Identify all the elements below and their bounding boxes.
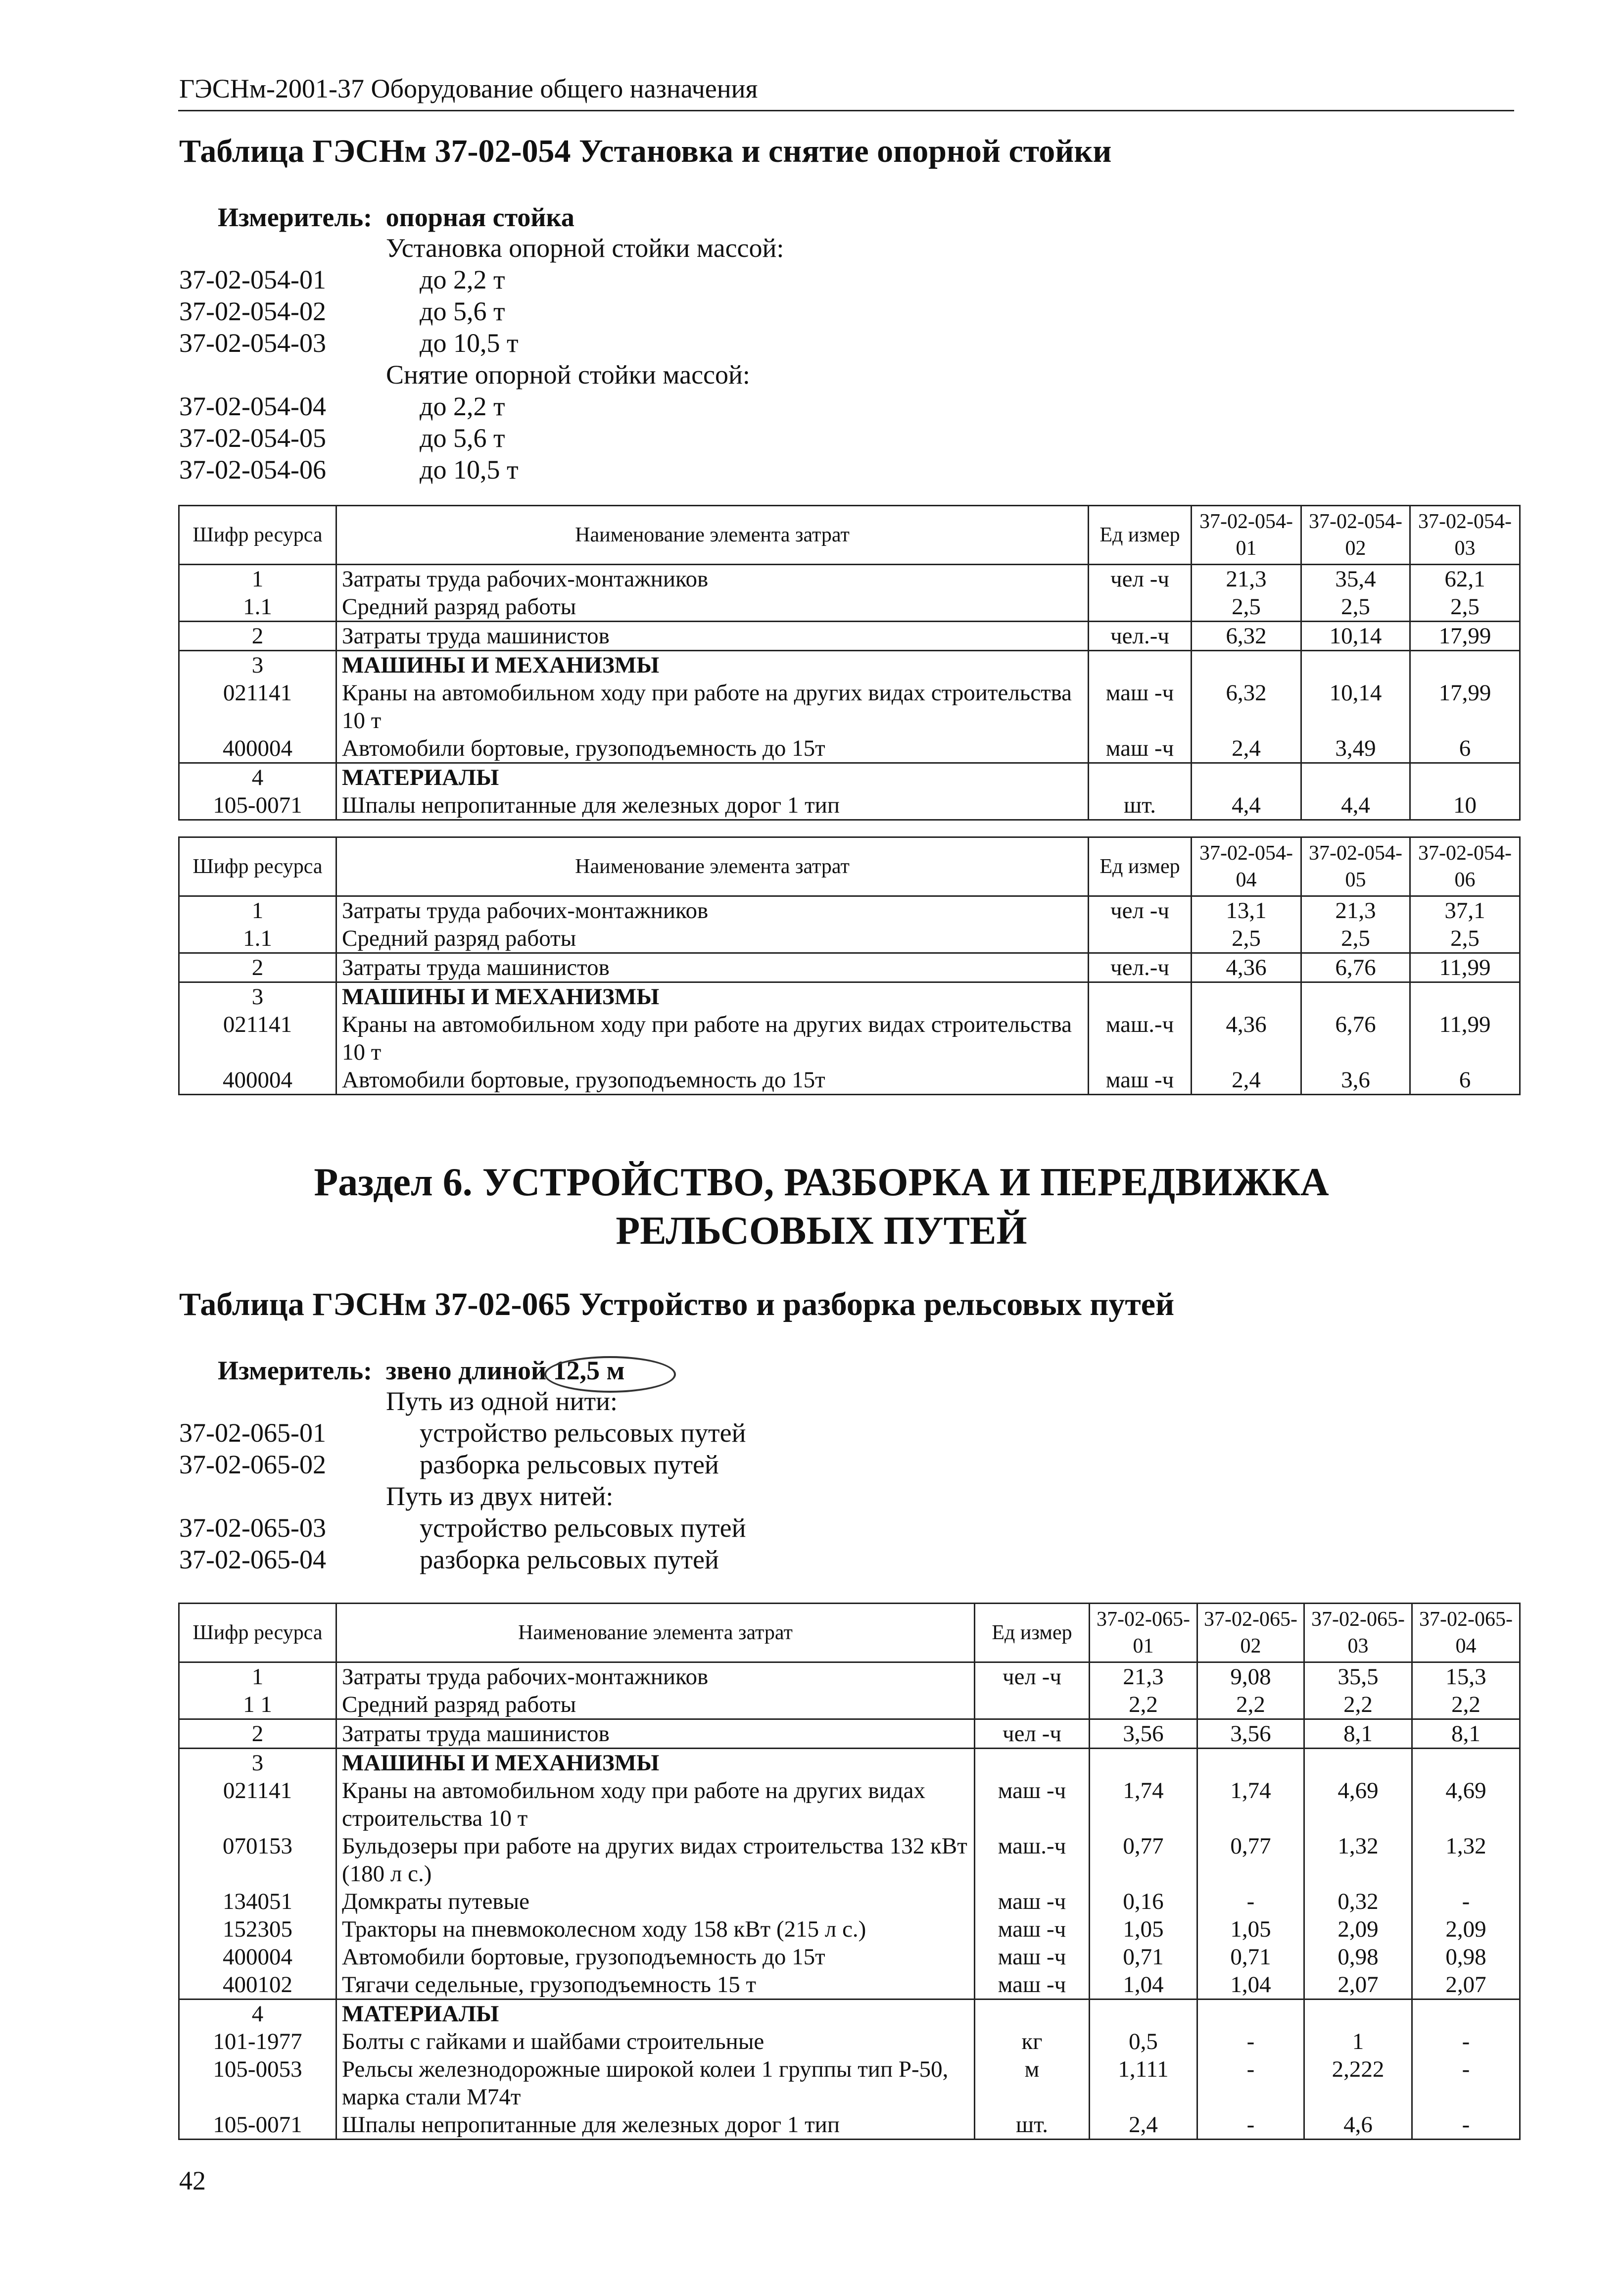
cell-value: 6,76 <box>1301 1011 1410 1066</box>
cell-value: 2,2 <box>1412 1691 1520 1719</box>
cell-value: 10,14 <box>1301 679 1410 734</box>
table-row <box>179 622 1520 651</box>
cell-value: 11,99 <box>1410 953 1520 982</box>
table2-meter-value: звено длиной 12,5 м <box>385 1356 625 1385</box>
header-code: Шифр ресурса <box>179 506 336 565</box>
list-item-code: 37-02-065-02 <box>179 1450 326 1479</box>
cell-value: - <box>1412 1888 1520 1915</box>
table-row <box>179 791 1520 820</box>
cell-value: - <box>1197 1888 1304 1915</box>
cell-value: 1 <box>1304 2028 1412 2055</box>
cell-value: 1,04 <box>1090 1971 1197 1999</box>
header-col: 37-02-065-01 <box>1090 1604 1197 1662</box>
cell-code: 152305 <box>179 1915 336 1943</box>
cell-value: 11,99 <box>1410 1011 1520 1066</box>
cell-name: МАТЕРИАЛЫ <box>336 763 1089 792</box>
table-row <box>179 1662 1520 1691</box>
cell-value: - <box>1412 2055 1520 2111</box>
cell-unit: чел -ч <box>975 1662 1090 1691</box>
table-row <box>179 2055 1520 2111</box>
cell-value <box>1192 982 1301 1011</box>
cell-name: Средний разряд работы <box>336 1691 975 1719</box>
cell-value <box>1090 1999 1197 2028</box>
table-row <box>179 1777 1520 1832</box>
list-group-heading: Путь из двух нитей: <box>386 1481 614 1511</box>
cell-value: 13,1 <box>1192 896 1301 925</box>
cell-name: Краны на автомобильном ходу при работе на других видах строительства 10 т <box>336 1777 975 1832</box>
table-row <box>179 1971 1520 1999</box>
list-item-text: до 5,6 т <box>420 423 505 453</box>
cell-code: 2 <box>179 953 336 982</box>
list-item-code: 37-02-065-03 <box>179 1513 326 1543</box>
header-col: 37-02-065-02 <box>1197 1604 1304 1662</box>
cell-value: 21,3 <box>1090 1662 1197 1691</box>
cell-code: 021141 <box>179 1011 336 1066</box>
header-name: Наименование элемента затрат <box>336 1604 975 1662</box>
cell-value: 2,07 <box>1304 1971 1412 1999</box>
header-unit: Ед измер <box>1089 837 1192 896</box>
cell-value: 1,32 <box>1412 1832 1520 1888</box>
header-unit: Ед измер <box>1089 506 1192 565</box>
list-item-code: 37-02-065-01 <box>179 1418 326 1448</box>
cell-value: 0,71 <box>1197 1943 1304 1971</box>
cell-unit: кг <box>975 2028 1090 2055</box>
cell-code: 400004 <box>179 734 336 763</box>
cell-value: 3,6 <box>1301 1066 1410 1095</box>
cell-name: Болты с гайками и шайбами строительные <box>336 2028 975 2055</box>
cell-name: Автомобили бортовые, грузоподъемность до 15т <box>336 734 1089 763</box>
cell-value: 2,4 <box>1090 2111 1197 2140</box>
cell-unit: маш -ч <box>975 1888 1090 1915</box>
cell-unit <box>1089 593 1192 622</box>
cell-name: Автомобили бортовые, грузоподъемность до 15т <box>336 1943 975 1971</box>
cell-code: 101-1977 <box>179 2028 336 2055</box>
cell-value: 21,3 <box>1192 565 1301 593</box>
cell-unit <box>975 1691 1090 1719</box>
cell-name: Бульдозеры при работе на других видах строительства 132 кВт (180 л с.) <box>336 1832 975 1888</box>
cell-code: 021141 <box>179 1777 336 1832</box>
table-row <box>179 565 1520 593</box>
cell-value: 35,4 <box>1301 565 1410 593</box>
table-row <box>179 1691 1520 1719</box>
cell-unit: маш.-ч <box>1089 1011 1192 1066</box>
cell-value: 10,14 <box>1301 622 1410 651</box>
cell-value: 6,32 <box>1192 679 1301 734</box>
cell-value: - <box>1412 2028 1520 2055</box>
list-item-code: 37-02-054-06 <box>179 455 326 485</box>
cell-code: 105-0071 <box>179 791 336 820</box>
cell-value: - <box>1412 2111 1520 2140</box>
table-row <box>179 1999 1520 2028</box>
cell-value: 2,5 <box>1410 593 1520 622</box>
cell-name: Затраты труда машинистов <box>336 622 1089 651</box>
cell-value <box>1301 763 1410 792</box>
cell-value: 4,69 <box>1412 1777 1520 1832</box>
cell-value: 17,99 <box>1410 622 1520 651</box>
cell-name: МАШИНЫ И МЕХАНИЗМЫ <box>336 1749 975 1777</box>
list-item-text: до 2,2 т <box>420 391 505 421</box>
table-row <box>179 1915 1520 1943</box>
table-row <box>179 1888 1520 1915</box>
cell-code: 134051 <box>179 1888 336 1915</box>
cell-name: Затраты труда машинистов <box>336 1719 975 1749</box>
cell-code: 021141 <box>179 679 336 734</box>
cell-value <box>1197 1999 1304 2028</box>
header-col: 37-02-054-04 <box>1192 837 1301 896</box>
cell-value: 0,98 <box>1304 1943 1412 1971</box>
cell-name: Затраты труда рабочих-монтажников <box>336 896 1089 925</box>
header-name: Наименование элемента затрат <box>336 837 1089 896</box>
cell-value <box>1412 1999 1520 2028</box>
cell-unit <box>1089 651 1192 680</box>
section-title: Раздел 6. УСТРОЙСТВО, РАЗБОРКА И ПЕРЕДВИЖКА РЕЛЬСОВЫХ ПУТЕЙ <box>314 1161 1329 1253</box>
cell-name: Краны на автомобильном ходу при работе на других видах строительства 10 т <box>336 679 1089 734</box>
cell-value: 2,2 <box>1090 1691 1197 1719</box>
cell-value: 2,4 <box>1192 1066 1301 1095</box>
cell-name: МАШИНЫ И МЕХАНИЗМЫ <box>336 982 1089 1011</box>
cell-value: 2,5 <box>1301 593 1410 622</box>
table-row <box>179 1832 1520 1888</box>
cell-unit: чел -ч <box>1089 896 1192 925</box>
table-row <box>179 982 1520 1011</box>
cell-value: 9,08 <box>1197 1662 1304 1691</box>
cell-value: 62,1 <box>1410 565 1520 593</box>
cell-value: 1,05 <box>1197 1915 1304 1943</box>
table-row <box>179 1066 1520 1095</box>
list-item-code: 37-02-054-05 <box>179 423 326 453</box>
cell-code: 400102 <box>179 1971 336 1999</box>
cell-unit: маш -ч <box>1089 679 1192 734</box>
cell-value: 4,36 <box>1192 1011 1301 1066</box>
cell-unit: шт. <box>1089 791 1192 820</box>
header-unit: Ед измер <box>975 1604 1090 1662</box>
list-item-text: до 10,5 т <box>420 328 519 358</box>
cell-value <box>1192 763 1301 792</box>
cell-unit: чел -ч <box>1089 565 1192 593</box>
table1-meter-label: Измеритель: <box>218 202 373 232</box>
list-group-heading: Путь из одной нити: <box>386 1386 618 1416</box>
cell-value: 1,111 <box>1090 2055 1197 2111</box>
header-col: 37-02-054-02 <box>1301 506 1410 565</box>
cell-code: 1 <box>179 565 336 593</box>
list-item-text: разборка рельсовых путей <box>420 1450 719 1479</box>
cell-value: 4,69 <box>1304 1777 1412 1832</box>
cell-value: 3,49 <box>1301 734 1410 763</box>
cell-value: 15,3 <box>1412 1662 1520 1691</box>
table1-title: Таблица ГЭСНм 37-02-054 Установка и снятие опорной стойки <box>179 133 1112 169</box>
cell-value <box>1301 982 1410 1011</box>
cell-value <box>1412 1749 1520 1777</box>
cell-code: 1 <box>179 1662 336 1691</box>
cell-value: 2,222 <box>1304 2055 1412 2111</box>
cell-value: - <box>1197 2055 1304 2111</box>
cell-name: Тракторы на пневмоколесном ходу 158 кВт (215 л с.) <box>336 1915 975 1943</box>
cell-value: 4,4 <box>1301 791 1410 820</box>
cell-name: Краны на автомобильном ходу при работе на других видах строительства 10 т <box>336 1011 1089 1066</box>
cell-value <box>1410 982 1520 1011</box>
cell-value: 2,5 <box>1410 925 1520 953</box>
cell-name: Тягачи седельные, грузоподъемность 15 т <box>336 1971 975 1999</box>
cell-unit <box>1089 982 1192 1011</box>
cell-value: 1,04 <box>1197 1971 1304 1999</box>
table-row <box>179 593 1520 622</box>
cell-name: Средний разряд работы <box>336 925 1089 953</box>
table2-grid <box>178 1603 1521 2140</box>
cell-unit: маш -ч <box>975 1971 1090 1999</box>
cell-unit <box>1089 763 1192 792</box>
cell-name: Рельсы железнодорожные широкой колеи 1 группы тип Р-50, марка стали М74т <box>336 2055 975 2111</box>
cell-code: 105-0053 <box>179 2055 336 2111</box>
table1-part2 <box>178 836 1521 1095</box>
header-col: 37-02-065-03 <box>1304 1604 1412 1662</box>
cell-name: Шпалы непропитанные для железных дорог 1 тип <box>336 2111 975 2140</box>
cell-unit <box>975 1999 1090 2028</box>
table-row <box>179 1943 1520 1971</box>
list-item-text: до 2,2 т <box>420 265 505 294</box>
cell-value <box>1410 651 1520 680</box>
list-item-code: 37-02-054-02 <box>179 296 326 326</box>
cell-unit: чел.-ч <box>1089 622 1192 651</box>
cell-value: 6 <box>1410 734 1520 763</box>
cell-value: 0,5 <box>1090 2028 1197 2055</box>
cell-value: 2,2 <box>1197 1691 1304 1719</box>
cell-code: 3 <box>179 1749 336 1777</box>
cell-unit: чел -ч <box>975 1719 1090 1749</box>
cell-value: 8,1 <box>1304 1719 1412 1749</box>
list-item-text: до 10,5 т <box>420 455 519 485</box>
table-row <box>179 925 1520 953</box>
cell-value <box>1410 763 1520 792</box>
cell-value: 2,2 <box>1304 1691 1412 1719</box>
table2-title: Таблица ГЭСНм 37-02-065 Устройство и разборка рельсовых путей <box>179 1286 1175 1322</box>
cell-value: 3,56 <box>1090 1719 1197 1749</box>
list-group-heading: Установка опорной стойки массой: <box>386 233 784 263</box>
table-row <box>179 1749 1520 1777</box>
cell-name: МАШИНЫ И МЕХАНИЗМЫ <box>336 651 1089 680</box>
cell-value: 4,6 <box>1304 2111 1412 2140</box>
cell-value: 2,09 <box>1304 1915 1412 1943</box>
list-item-text: устройство рельсовых путей <box>420 1513 746 1543</box>
cell-value: 2,5 <box>1301 925 1410 953</box>
list-item-code: 37-02-054-03 <box>179 328 326 358</box>
cell-code: 4 <box>179 763 336 792</box>
list-group-heading: Снятие опорной стойки массой: <box>386 360 750 390</box>
cell-unit: маш -ч <box>975 1777 1090 1832</box>
list-item-text: разборка рельсовых путей <box>420 1545 719 1574</box>
cell-value: - <box>1197 2111 1304 2140</box>
header-col: 37-02-065-04 <box>1412 1604 1520 1662</box>
table1-part1 <box>178 505 1521 821</box>
cell-name: Шпалы непропитанные для железных дорог 1 тип <box>336 791 1089 820</box>
cell-value <box>1304 1999 1412 2028</box>
cell-value: 0,16 <box>1090 1888 1197 1915</box>
cell-value <box>1090 1749 1197 1777</box>
cell-value: 6,76 <box>1301 953 1410 982</box>
cell-name: Затраты труда рабочих-монтажников <box>336 565 1089 593</box>
table-row <box>179 2028 1520 2055</box>
header-code: Шифр ресурса <box>179 837 336 896</box>
cell-unit <box>1089 925 1192 953</box>
cell-value: 2,5 <box>1192 593 1301 622</box>
cell-unit <box>975 1749 1090 1777</box>
cell-value: 2,07 <box>1412 1971 1520 1999</box>
cell-value: 2,09 <box>1412 1915 1520 1943</box>
cell-value: 37,1 <box>1410 896 1520 925</box>
cell-value: 1,74 <box>1197 1777 1304 1832</box>
cell-code: 070153 <box>179 1832 336 1888</box>
cell-name: Домкраты путевые <box>336 1888 975 1915</box>
cell-code: 105-0071 <box>179 2111 336 2140</box>
header-rule <box>178 110 1514 111</box>
cell-code: 1 1 <box>179 1691 336 1719</box>
list-item-code: 37-02-054-01 <box>179 265 326 294</box>
header-col: 37-02-054-01 <box>1192 506 1301 565</box>
header-col: 37-02-054-06 <box>1410 837 1520 896</box>
cell-name: Автомобили бортовые, грузоподъемность до 15т <box>336 1066 1089 1095</box>
cell-unit: маш -ч <box>975 1943 1090 1971</box>
cell-value <box>1304 1749 1412 1777</box>
cell-value: 2,4 <box>1192 734 1301 763</box>
cell-code: 3 <box>179 651 336 680</box>
cell-code: 2 <box>179 622 336 651</box>
cell-value: 6,32 <box>1192 622 1301 651</box>
cell-value: 0,77 <box>1197 1832 1304 1888</box>
cell-unit: маш -ч <box>975 1915 1090 1943</box>
table-row <box>179 1011 1520 1066</box>
cell-value: - <box>1197 2028 1304 2055</box>
cell-unit: чел.-ч <box>1089 953 1192 982</box>
table-row <box>179 679 1520 734</box>
table2-header <box>179 1604 1520 1662</box>
cell-code: 2 <box>179 1719 336 1749</box>
cell-value <box>1301 651 1410 680</box>
cell-value: 10 <box>1410 791 1520 820</box>
cell-value: 3,56 <box>1197 1719 1304 1749</box>
cell-value: 21,3 <box>1301 896 1410 925</box>
cell-value: 0,71 <box>1090 1943 1197 1971</box>
list-item-text: до 5,6 т <box>420 296 505 326</box>
cell-unit: м <box>975 2055 1090 2111</box>
cell-value: 4,4 <box>1192 791 1301 820</box>
cell-name: МАТЕРИАЛЫ <box>336 1999 975 2028</box>
cell-code: 1.1 <box>179 593 336 622</box>
table2-meter-label: Измеритель: <box>218 1356 373 1385</box>
cell-value: 1,05 <box>1090 1915 1197 1943</box>
cell-value: 8,1 <box>1412 1719 1520 1749</box>
table1-part1-header <box>179 506 1520 565</box>
table1-meter <box>218 202 574 233</box>
cell-value: 35,5 <box>1304 1662 1412 1691</box>
table-row <box>179 763 1520 792</box>
list-item-code: 37-02-054-04 <box>179 391 326 421</box>
cell-code: 1.1 <box>179 925 336 953</box>
list-item-code: 37-02-065-04 <box>179 1545 326 1574</box>
table-row <box>179 896 1520 925</box>
table1-part2-header <box>179 837 1520 896</box>
header-col: 37-02-054-03 <box>1410 506 1520 565</box>
cell-value: 2,5 <box>1192 925 1301 953</box>
table1-meter-value: опорная стойка <box>385 202 574 232</box>
cell-value: 1,74 <box>1090 1777 1197 1832</box>
cell-code: 400004 <box>179 1943 336 1971</box>
cell-value: 4,36 <box>1192 953 1301 982</box>
cell-code: 3 <box>179 982 336 1011</box>
page-number: 42 <box>179 2166 206 2195</box>
cell-name: Затраты труда машинистов <box>336 953 1089 982</box>
table-row <box>179 651 1520 680</box>
list-item-text: устройство рельсовых путей <box>420 1418 746 1448</box>
cell-unit: шт. <box>975 2111 1090 2140</box>
cell-name: Средний разряд работы <box>336 593 1089 622</box>
cell-value <box>1192 651 1301 680</box>
table-row <box>179 2111 1520 2140</box>
cell-unit: маш.-ч <box>975 1832 1090 1888</box>
table-row <box>179 734 1520 763</box>
cell-name: Затраты труда рабочих-монтажников <box>336 1662 975 1691</box>
cell-code: 400004 <box>179 1066 336 1095</box>
cell-value: 1,32 <box>1304 1832 1412 1888</box>
cell-value: 0,32 <box>1304 1888 1412 1915</box>
cell-value: 0,98 <box>1412 1943 1520 1971</box>
cell-value: 0,77 <box>1090 1832 1197 1888</box>
cell-code: 1 <box>179 896 336 925</box>
cell-value <box>1197 1749 1304 1777</box>
cell-unit: маш -ч <box>1089 1066 1192 1095</box>
header-code: Шифр ресурса <box>179 1604 336 1662</box>
cell-value: 6 <box>1410 1066 1520 1095</box>
cell-code: 4 <box>179 1999 336 2028</box>
cell-value: 17,99 <box>1410 679 1520 734</box>
table-row <box>179 1719 1520 1749</box>
table-row <box>179 953 1520 982</box>
header-col: 37-02-054-05 <box>1301 837 1410 896</box>
header-name: Наименование элемента затрат <box>336 506 1089 565</box>
running-header: ГЭСНм-2001-37 Оборудование общего назначения <box>179 74 758 103</box>
cell-unit: маш -ч <box>1089 734 1192 763</box>
